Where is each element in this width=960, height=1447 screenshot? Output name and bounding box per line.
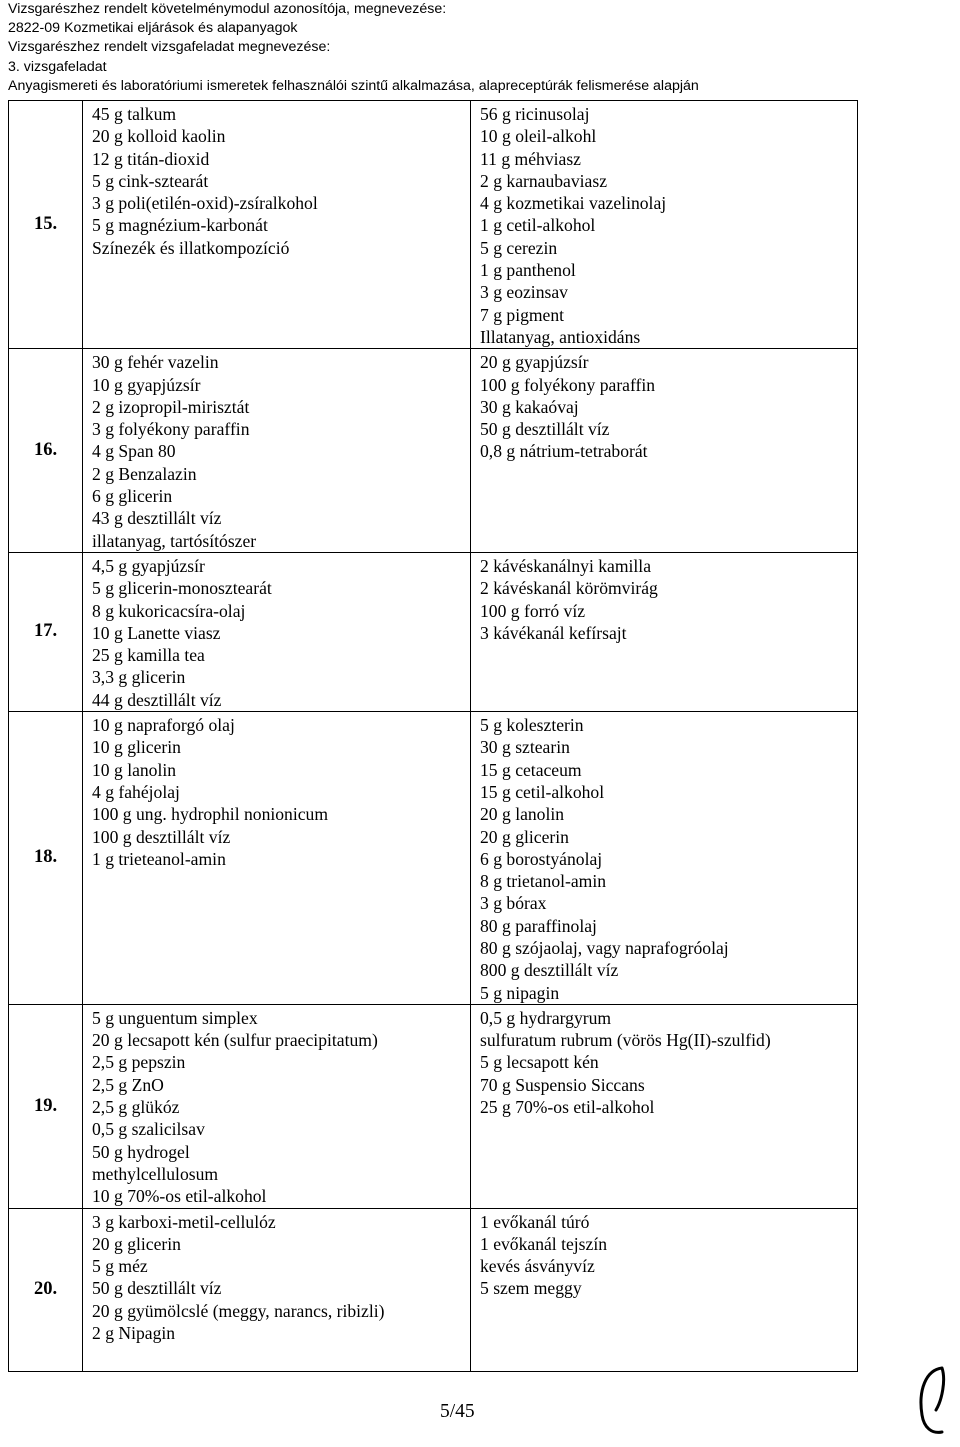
ingredient-line: 3 g karboxi-metil-cellulóz	[92, 1211, 276, 1232]
recipe-row	[9, 1004, 858, 1208]
recipe-row	[9, 1208, 858, 1371]
ingredient-line: 30 g fehér vazelin	[92, 352, 219, 373]
ingredient-line: 0,5 g szalicilsav	[92, 1119, 205, 1140]
ingredient-line: 20 g gyapjúzsír	[480, 352, 589, 373]
ingredient-line: 2 g Nipagin	[92, 1323, 176, 1344]
ingredient-line: 20 g glicerin	[92, 1233, 181, 1254]
recipe-number: 18.	[9, 712, 83, 1005]
ingredient-line: 8 g kukoricacsíra-olaj	[92, 600, 246, 621]
ingredient-line: 12 g titán-dioxid	[92, 148, 210, 169]
ingredient-line: 20 g gyümölcslé (meggy, narancs, ribizli)	[92, 1300, 385, 1321]
header-line: Vizsgarészhez rendelt vizsgafeladat megnevezése:	[8, 39, 331, 56]
ingredient-line: 44 g desztillált víz	[92, 689, 222, 710]
ingredient-line: 4 g kozmetikai vazelinolaj	[480, 193, 667, 214]
recipe-number: 15.	[9, 101, 83, 349]
header-line: 3. vizsgafeladat	[8, 58, 107, 75]
ingredient-line: 50 g desztillált víz	[92, 1278, 222, 1299]
ingredient-line: 1 g trieteanol-amin	[92, 848, 226, 869]
ingredient-line: methylcellulosum	[92, 1163, 219, 1184]
ingredient-line: 1 evőkanál túró	[480, 1211, 590, 1232]
ingredient-line: 800 g desztillált víz	[480, 960, 619, 981]
ingredient-line: 1 g cetil-alkohol	[480, 215, 596, 236]
ingredient-line: 20 g glicerin	[480, 826, 569, 847]
recipe-row	[9, 349, 858, 553]
ingredient-line: 5 g unguentum simplex	[92, 1007, 258, 1028]
ingredient-line: 100 g forró víz	[480, 600, 586, 621]
ingredient-list-left	[83, 552, 471, 711]
ingredient-line: 2 kávéskanálnyi kamilla	[480, 555, 651, 576]
ingredient-line: illatanyag, tartósítószer	[92, 530, 257, 551]
recipe-table	[8, 100, 858, 1372]
ingredient-line: 2,5 g pepszin	[92, 1052, 186, 1073]
recipe-row	[9, 552, 858, 711]
ingredient-line: 25 g 70%-os etil-alkohol	[480, 1097, 655, 1118]
ingredient-line: 2 kávéskanál körömvirág	[480, 578, 658, 599]
ingredient-line: 30 g sztearin	[480, 737, 570, 758]
ingredient-list-left	[83, 1004, 471, 1208]
ingredient-line: 5 g nipagin	[480, 982, 560, 1003]
ingredient-line: 6 g glicerin	[92, 486, 173, 507]
recipe-row	[9, 712, 858, 1005]
ingredient-line: 43 g desztillált víz	[92, 508, 222, 529]
ingredient-line: 10 g napraforgó olaj	[92, 715, 235, 736]
ingredient-line: 5 g cerezin	[480, 237, 558, 258]
ingredient-line: 4,5 g gyapjúzsír	[92, 555, 205, 576]
ingredient-line: 8 g trietanol-amin	[480, 871, 607, 892]
ingredient-line: 10 g gyapjúzsír	[92, 374, 201, 395]
ingredient-line: 50 g desztillált víz	[480, 419, 610, 440]
ingredient-list-right	[471, 1208, 858, 1371]
ingredient-list-right	[471, 552, 858, 711]
ingredient-line: 100 g folyékony paraffin	[480, 374, 656, 395]
ingredient-list-right	[471, 1004, 858, 1208]
ingredient-line: 10 g lanolin	[92, 759, 177, 780]
header-line: 2822-09 Kozmetikai eljárások és alapanyagok	[8, 20, 298, 37]
ingredient-line: 25 g kamilla tea	[92, 645, 205, 666]
ingredient-line: 15 g cetil-alkohol	[480, 781, 605, 802]
ingredient-line: 4 g fahéjolaj	[92, 781, 180, 802]
ingredient-list-left	[83, 1208, 471, 1371]
ingredient-line: 80 g szójaolaj, vagy naprafogróolaj	[480, 937, 729, 958]
recipe-number: 20.	[9, 1208, 83, 1371]
ingredient-line: 30 g kakaóvaj	[480, 396, 579, 417]
handwritten-mark-icon	[912, 1360, 954, 1440]
ingredient-line: 5 g glicerin-monosztearát	[92, 578, 272, 599]
ingredient-line: 1 g panthenol	[480, 260, 576, 281]
ingredient-line: 56 g ricinusolaj	[480, 104, 590, 124]
ingredient-line: 3 g folyékony paraffin	[92, 419, 250, 440]
ingredient-line: 70 g Suspensio Siccans	[480, 1074, 645, 1095]
ingredient-line: 20 g kolloid kaolin	[92, 126, 226, 147]
ingredient-list-right	[471, 712, 858, 1005]
ingredient-line: 5 g cink-sztearát	[92, 170, 209, 191]
recipe-row	[9, 101, 858, 349]
ingredient-list-left	[83, 101, 471, 349]
ingredient-line: 10 g oleil-alkohl	[480, 126, 597, 147]
ingredient-line: 11 g méhviasz	[480, 148, 581, 169]
ingredient-line: 20 g lanolin	[480, 804, 565, 825]
page-number: 5/45	[440, 1401, 475, 1422]
ingredient-line: 3 g eozinsav	[480, 282, 568, 303]
ingredient-line: 50 g hydrogel	[92, 1141, 190, 1162]
header-line: Vizsgarészhez rendelt követelménymodul azonosítója, megnevezése:	[8, 1, 447, 17]
ingredient-line: sulfuratum rubrum (vörös Hg(II)-szulfid)	[480, 1030, 771, 1051]
ingredient-line: 7 g pigment	[480, 304, 565, 325]
ingredient-line: 5 g lecsapott kén	[480, 1052, 599, 1073]
recipe-number: 17.	[9, 552, 83, 711]
ingredient-line: 45 g talkum	[92, 104, 177, 124]
ingredient-line: kevés ásványvíz	[480, 1256, 595, 1277]
ingredient-line: 10 g 70%-os etil-alkohol	[92, 1186, 267, 1207]
ingredient-line: 2 g Benzalazin	[92, 463, 197, 484]
ingredient-line: 80 g paraffinolaj	[480, 915, 597, 936]
ingredient-line: 10 g glicerin	[92, 737, 181, 758]
ingredient-line: 5 g magnézium-karbonát	[92, 215, 268, 236]
ingredient-list-left	[83, 712, 471, 1005]
ingredient-line: 20 g lecsapott kén (sulfur praecipitatum)	[92, 1030, 378, 1051]
ingredient-line: 1 evőkanál tejszín	[480, 1233, 608, 1254]
ingredient-line: 3,3 g glicerin	[92, 667, 186, 688]
ingredient-list-right	[471, 101, 858, 349]
page-header	[8, 0, 699, 96]
ingredient-line: 0,8 g nátrium-tetraborát	[480, 441, 648, 462]
ingredient-line: 2,5 g glükóz	[92, 1097, 180, 1118]
ingredient-line: 2 g izopropil-mirisztát	[92, 396, 250, 417]
ingredient-line: 5 g méz	[92, 1256, 148, 1277]
ingredient-line: 5 szem meggy	[480, 1278, 582, 1299]
ingredient-line: 3 g poli(etilén-oxid)-zsíralkohol	[92, 193, 318, 214]
ingredient-line: Színezék és illatkompozíció	[92, 237, 290, 258]
ingredient-line: 3 kávékanál kefírsajt	[480, 622, 627, 643]
ingredient-line: 4 g Span 80	[92, 441, 176, 462]
ingredient-line: 5 g koleszterin	[480, 715, 584, 736]
ingredient-list-right	[471, 349, 858, 553]
ingredient-line: Illatanyag, antioxidáns	[480, 326, 641, 347]
ingredient-line: 6 g borostyánolaj	[480, 848, 603, 869]
ingredient-line: 3 g bórax	[480, 893, 547, 914]
ingredient-line: 0,5 g hydrargyrum	[480, 1007, 612, 1028]
ingredient-line: 10 g Lanette viasz	[92, 622, 221, 643]
ingredient-line: 100 g ung. hydrophil nonionicum	[92, 804, 329, 825]
recipe-number: 16.	[9, 349, 83, 553]
recipe-number: 19.	[9, 1004, 83, 1208]
ingredient-list-left	[83, 349, 471, 553]
ingredient-line: 15 g cetaceum	[480, 759, 582, 780]
ingredient-line: 100 g desztillált víz	[92, 826, 231, 847]
ingredient-line: 2 g karnaubaviasz	[480, 170, 608, 191]
header-line: Anyagismereti és laboratóriumi ismeretek felhasználói szintű alkalmazása, alapreceptúrák felismerése alapján	[8, 77, 699, 94]
ingredient-line: 2,5 g ZnO	[92, 1074, 164, 1095]
